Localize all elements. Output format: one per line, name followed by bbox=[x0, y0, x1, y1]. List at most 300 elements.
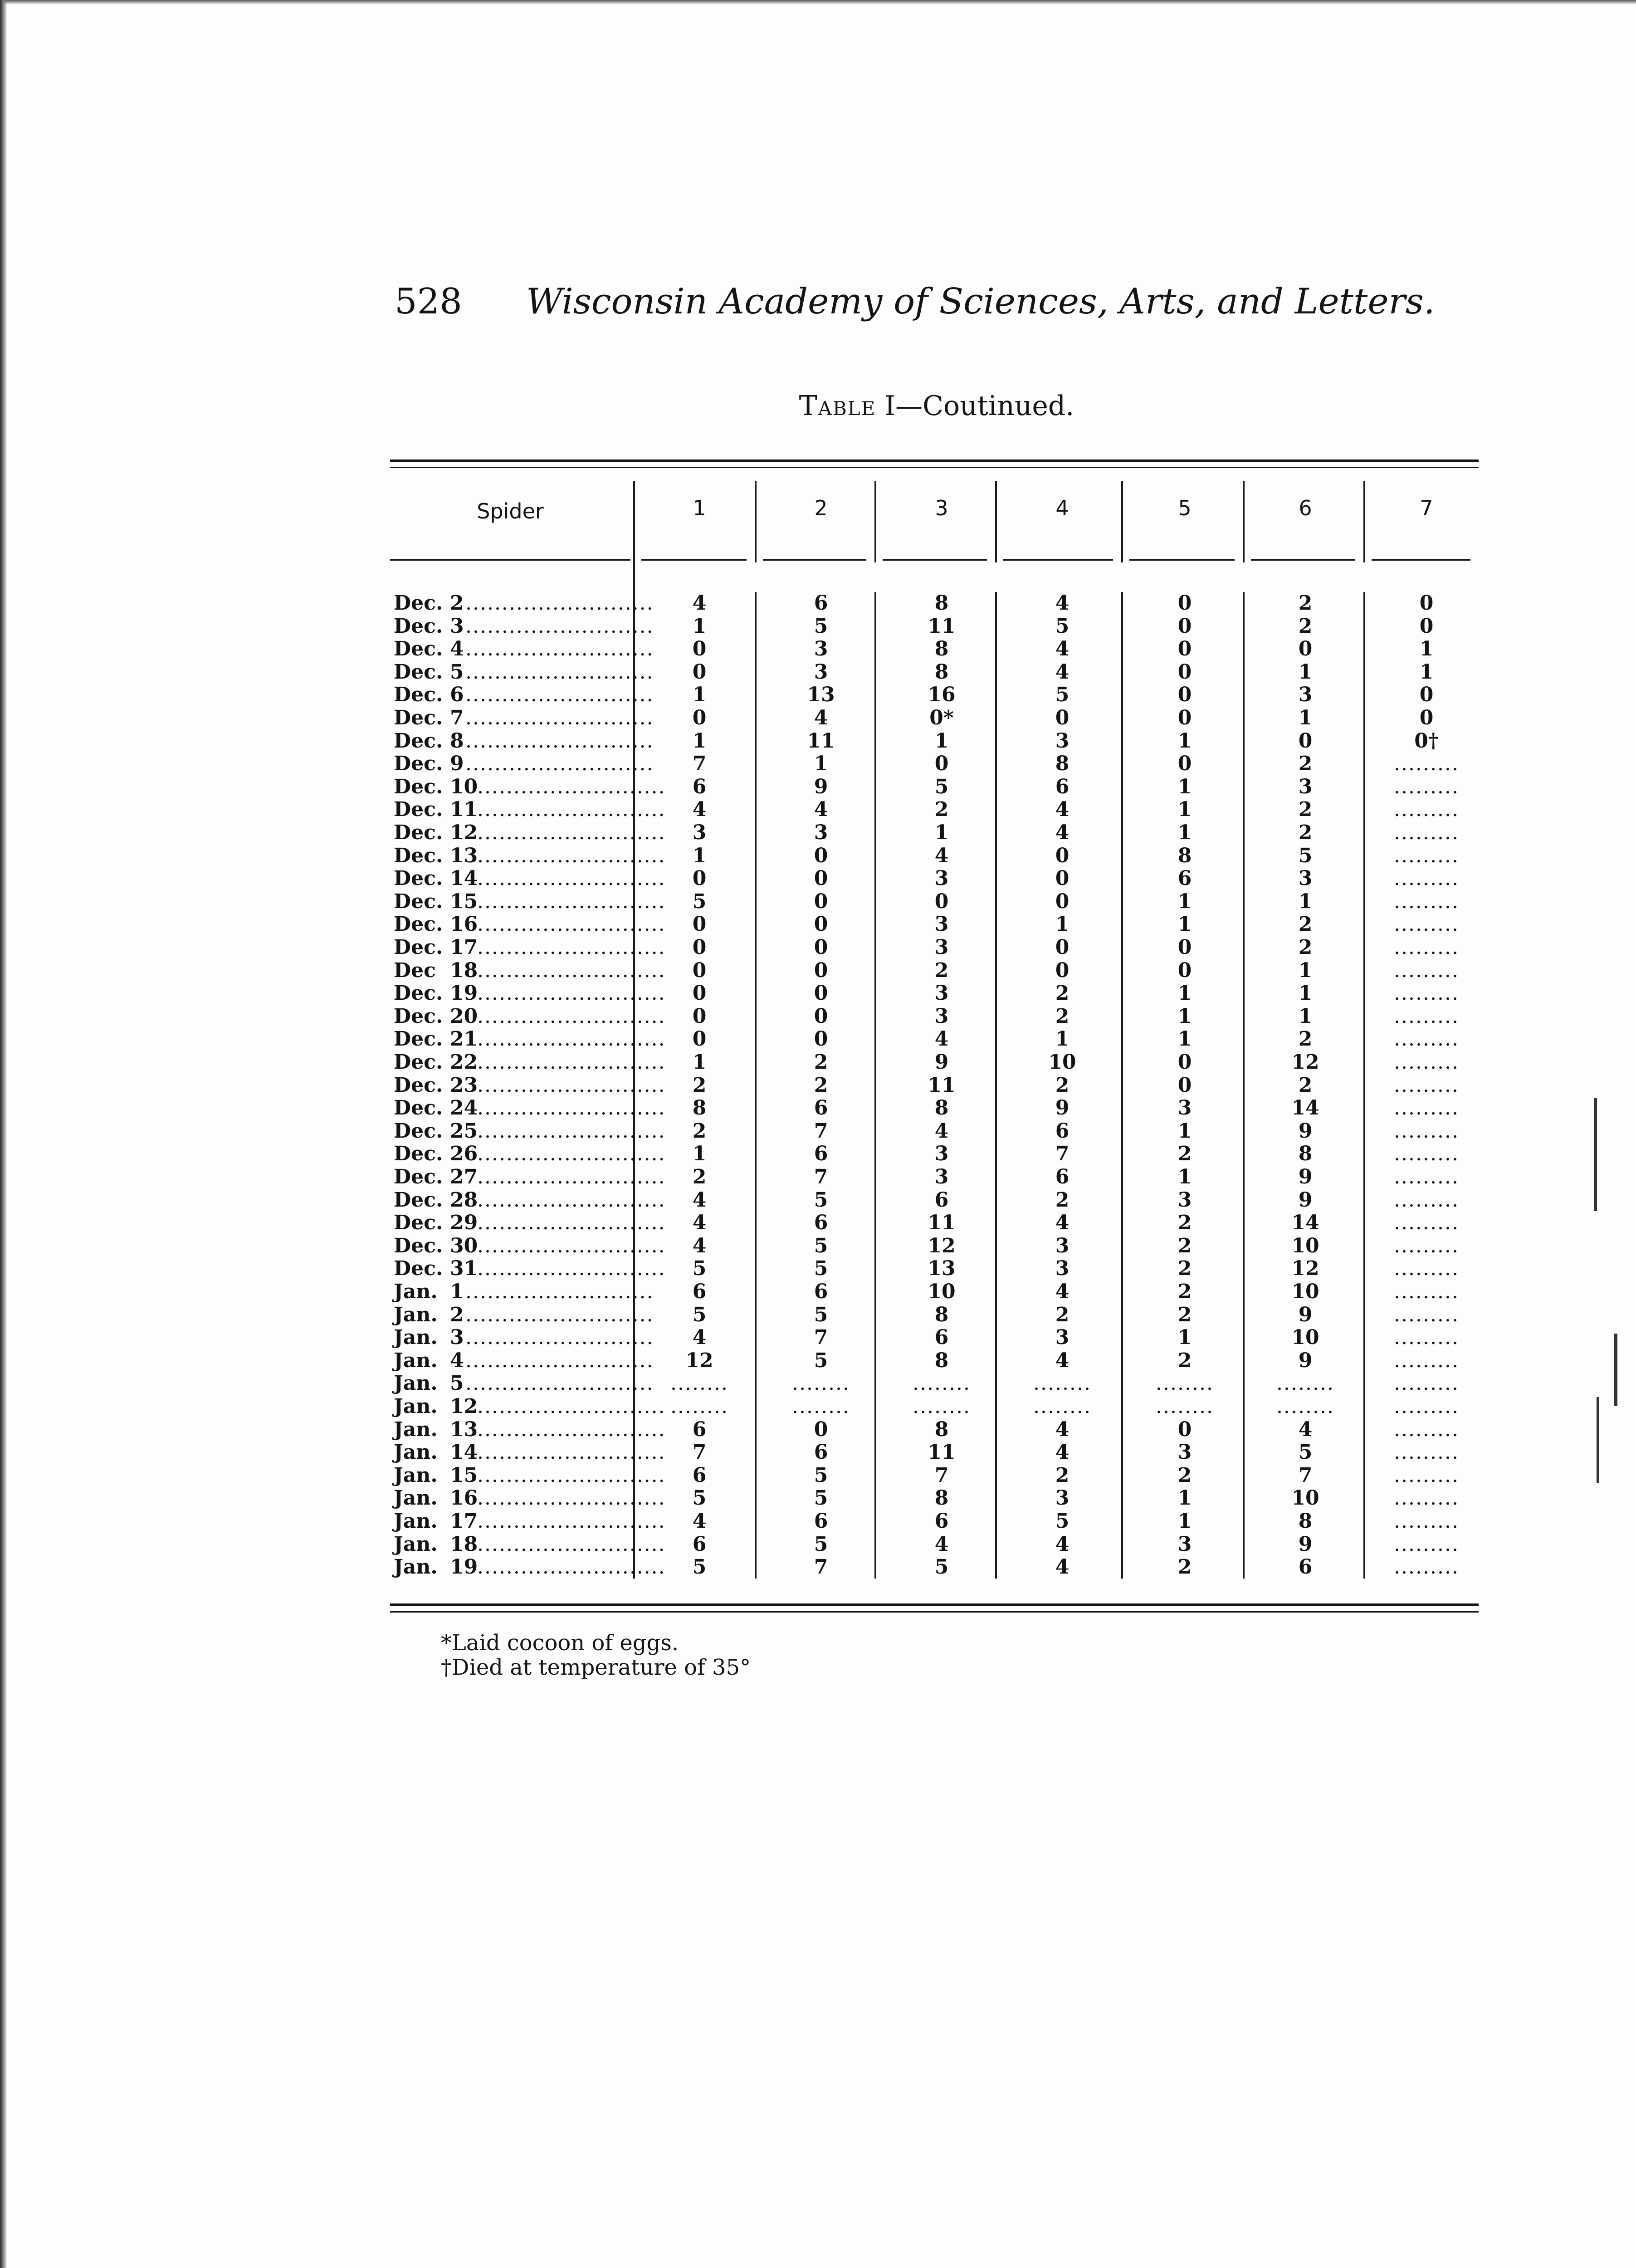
table-cell: 5 bbox=[1055, 614, 1070, 638]
table-cell: 4 bbox=[692, 1326, 707, 1349]
table-cell: 6 bbox=[934, 1188, 949, 1212]
table-cell: 0 bbox=[1419, 614, 1434, 638]
table-cell: 2 bbox=[1177, 1211, 1192, 1235]
leader-dots: .......................... bbox=[465, 1280, 654, 1303]
table-cell: 0 bbox=[692, 936, 707, 959]
table-cell: 0 bbox=[1298, 729, 1313, 753]
table-cell: 6 bbox=[814, 1510, 828, 1533]
table-cell: 1 bbox=[814, 752, 828, 776]
table-cell: 2 bbox=[934, 798, 949, 821]
table-cell: 2 bbox=[814, 1073, 828, 1097]
table-row bbox=[390, 684, 1479, 707]
table-cell: 3 bbox=[1298, 683, 1313, 707]
table-row bbox=[390, 1533, 1479, 1556]
leader-dots: .......................... bbox=[477, 1073, 666, 1097]
table-cell: ........ bbox=[1156, 1395, 1214, 1418]
page-number: 528 bbox=[395, 281, 462, 322]
table-cell: 5 bbox=[814, 1257, 828, 1281]
scan-left-edge bbox=[0, 0, 7, 2268]
table-row bbox=[390, 1028, 1479, 1051]
table-cell: 10 bbox=[1291, 1280, 1319, 1303]
table-cell: 8 bbox=[934, 1096, 949, 1120]
table-row bbox=[390, 1510, 1479, 1533]
row-day: 7 bbox=[450, 706, 464, 729]
table-cell: 0 bbox=[692, 637, 707, 661]
row-month: Dec. bbox=[394, 913, 443, 936]
journal-title: Wisconsin Academy of Sciences, Arts, and Letters. bbox=[526, 281, 1435, 322]
table-cell: ......... bbox=[1394, 1486, 1459, 1510]
row-month: Jan. bbox=[394, 1463, 438, 1487]
row-month: Dec. bbox=[394, 637, 443, 661]
row-day: 3 bbox=[450, 614, 464, 638]
table-cell: 3 bbox=[814, 821, 828, 844]
table-cell: 8 bbox=[1055, 752, 1070, 776]
table-row bbox=[390, 1097, 1479, 1120]
table-cell: 1 bbox=[1177, 1119, 1192, 1143]
table-row bbox=[390, 798, 1479, 821]
table-cell: 11 bbox=[807, 729, 835, 753]
table-cell: 4 bbox=[1298, 1418, 1313, 1441]
table-cell: ........ bbox=[1276, 1372, 1334, 1395]
table-bottom-rule-thin bbox=[390, 1611, 1479, 1613]
row-month: Dec. bbox=[394, 1165, 443, 1188]
table-cell: 8 bbox=[934, 660, 949, 684]
row-month: Dec. bbox=[394, 1234, 443, 1257]
column-divider bbox=[1243, 481, 1245, 562]
row-day: 12 bbox=[450, 1395, 478, 1418]
table-cell: 2 bbox=[1177, 1234, 1192, 1257]
table-cell: 0 bbox=[1298, 637, 1313, 661]
column-header-7: 7 bbox=[1420, 496, 1433, 520]
table-cell: 2 bbox=[1177, 1303, 1192, 1326]
leader-dots: .......................... bbox=[477, 1463, 666, 1487]
table-cell: ......... bbox=[1394, 1280, 1459, 1303]
table-row bbox=[390, 1257, 1479, 1281]
table-row bbox=[390, 845, 1479, 868]
table-cell: 6 bbox=[1055, 1119, 1070, 1143]
row-day: 20 bbox=[450, 1004, 478, 1028]
table-cell: 0 bbox=[814, 867, 828, 890]
table-row bbox=[390, 821, 1479, 845]
table-cell: 3 bbox=[934, 867, 949, 890]
table-cell: 1 bbox=[1298, 982, 1313, 1005]
row-day: 17 bbox=[450, 936, 478, 959]
table-row bbox=[390, 1487, 1479, 1510]
leader-dots: .......................... bbox=[477, 913, 666, 936]
table-cell: 2 bbox=[1298, 752, 1313, 776]
table-cell: 5 bbox=[692, 1257, 707, 1281]
table-cell: 4 bbox=[1055, 798, 1070, 821]
table-cell: 6 bbox=[814, 1280, 828, 1303]
leader-dots: .......................... bbox=[465, 683, 654, 707]
table-cell: 3 bbox=[1055, 1257, 1070, 1281]
table-cell: 1 bbox=[934, 821, 949, 844]
footnotes bbox=[441, 1631, 751, 1680]
table-cell: 4 bbox=[1055, 1532, 1070, 1556]
table-cell: 1 bbox=[1419, 637, 1434, 661]
table-cell: 0 bbox=[1177, 637, 1192, 661]
table-cell: 13 bbox=[807, 683, 835, 707]
table-cell: ......... bbox=[1394, 1555, 1459, 1579]
table-cell: 9 bbox=[1298, 1349, 1313, 1372]
table-cell: 2 bbox=[1177, 1142, 1192, 1166]
table-cell: 9 bbox=[814, 775, 828, 798]
column-header-2: 2 bbox=[814, 496, 828, 520]
leader-dots: .......................... bbox=[477, 1418, 666, 1441]
table-cell: 0* bbox=[929, 706, 954, 729]
table-cell: 6 bbox=[1055, 1165, 1070, 1188]
table-cell: 4 bbox=[1055, 637, 1070, 661]
leader-dots: .......................... bbox=[477, 890, 666, 913]
table-title-prefix: Table bbox=[799, 390, 876, 422]
table-cell: 3 bbox=[814, 660, 828, 684]
margin-mark bbox=[1597, 1397, 1599, 1483]
table-cell: 5 bbox=[814, 1486, 828, 1510]
table-cell: ........ bbox=[1033, 1372, 1091, 1395]
table-cell: 9 bbox=[1055, 1096, 1070, 1120]
header-segment-rule bbox=[1003, 559, 1113, 561]
table-cell: 0 bbox=[814, 890, 828, 913]
table-cell: 0 bbox=[1177, 958, 1192, 982]
leader-dots: .......................... bbox=[477, 1510, 666, 1533]
table-cell: 4 bbox=[1055, 1280, 1070, 1303]
table-cell: 1 bbox=[692, 844, 707, 867]
table-cell: 0 bbox=[1177, 614, 1192, 638]
table-row bbox=[390, 1372, 1479, 1395]
table-cell: ........ bbox=[670, 1395, 728, 1418]
table-cell: 0 bbox=[1177, 1051, 1192, 1074]
row-month: Jan. bbox=[394, 1303, 438, 1326]
table-cell: 6 bbox=[814, 591, 828, 615]
table-cell: 4 bbox=[934, 1532, 949, 1556]
table-row bbox=[390, 982, 1479, 1005]
row-day: 12 bbox=[450, 821, 478, 844]
table-cell: 1 bbox=[1177, 1326, 1192, 1349]
row-day: 17 bbox=[450, 1510, 478, 1533]
table-cell: ........ bbox=[1033, 1395, 1091, 1418]
table-cell: 3 bbox=[1177, 1532, 1192, 1556]
table-cell: 1 bbox=[1177, 890, 1192, 913]
table-row bbox=[390, 936, 1479, 959]
table-cell: 1 bbox=[1177, 1027, 1192, 1051]
row-month: Dec. bbox=[394, 890, 443, 913]
leader-dots: .......................... bbox=[477, 1027, 666, 1051]
row-month: Dec. bbox=[394, 1073, 443, 1097]
header-segment-rule bbox=[763, 559, 866, 561]
row-month: Dec. bbox=[394, 1119, 443, 1143]
table-cell: 5 bbox=[814, 1188, 828, 1212]
table-cell: 10 bbox=[1291, 1486, 1319, 1510]
table-cell: 14 bbox=[1291, 1211, 1319, 1235]
leader-dots: .......................... bbox=[465, 729, 654, 753]
row-month: Jan. bbox=[394, 1326, 438, 1349]
table-cell: 3 bbox=[1055, 1234, 1070, 1257]
table-cell: 9 bbox=[1298, 1188, 1313, 1212]
table-cell: ......... bbox=[1394, 890, 1459, 913]
table-cell: 0 bbox=[814, 913, 828, 936]
column-header-6: 6 bbox=[1299, 496, 1312, 520]
row-day: 1 bbox=[450, 1280, 464, 1303]
table-cell: 7 bbox=[1055, 1142, 1070, 1166]
table-cell: 2 bbox=[1055, 982, 1070, 1005]
table-cell: 5 bbox=[1298, 1441, 1313, 1464]
table-cell: 2 bbox=[814, 1051, 828, 1074]
leader-dots: .......................... bbox=[477, 936, 666, 959]
table-cell: 8 bbox=[1298, 1142, 1313, 1166]
table-cell: 2 bbox=[1298, 821, 1313, 844]
row-day: 28 bbox=[450, 1188, 478, 1212]
table-cell: 0 bbox=[1177, 591, 1192, 615]
leader-dots: .......................... bbox=[477, 821, 666, 844]
table-cell: ......... bbox=[1394, 913, 1459, 936]
table-cell: 5 bbox=[934, 1555, 949, 1579]
table-cell: 2 bbox=[1298, 614, 1313, 638]
table-cell: 9 bbox=[1298, 1165, 1313, 1188]
table-row bbox=[390, 1395, 1479, 1418]
footnote-eggs: *Laid cocoon of eggs. bbox=[441, 1630, 679, 1656]
row-month: Dec bbox=[394, 958, 436, 982]
table-cell: 16 bbox=[928, 683, 956, 707]
leader-dots: .......................... bbox=[477, 1004, 666, 1028]
table-cell: 4 bbox=[692, 591, 707, 615]
table-row bbox=[390, 1166, 1479, 1189]
row-month: Dec. bbox=[394, 798, 443, 821]
leader-dots: .......................... bbox=[477, 1051, 666, 1074]
leader-dots: .......................... bbox=[465, 1326, 654, 1349]
table-cell: 1 bbox=[1298, 890, 1313, 913]
column-header-3: 3 bbox=[935, 496, 948, 520]
row-month: Dec. bbox=[394, 660, 443, 684]
row-day: 14 bbox=[450, 1441, 478, 1464]
table-cell: 3 bbox=[814, 637, 828, 661]
table-cell: 0 bbox=[692, 660, 707, 684]
table-cell: 2 bbox=[1298, 1027, 1313, 1051]
table-cell: 2 bbox=[1298, 1073, 1313, 1097]
table-cell: 9 bbox=[934, 1051, 949, 1074]
table-cell: 5 bbox=[814, 1532, 828, 1556]
row-day: 13 bbox=[450, 1418, 478, 1441]
table-cell: 0† bbox=[1414, 729, 1439, 753]
table-cell: 4 bbox=[1055, 1418, 1070, 1441]
table-cell: 2 bbox=[1055, 1463, 1070, 1487]
row-month: Dec. bbox=[394, 1096, 443, 1120]
table-cell: 4 bbox=[692, 1211, 707, 1235]
row-day: 5 bbox=[450, 1372, 464, 1395]
table-cell: 1 bbox=[1177, 1486, 1192, 1510]
table-cell: 0 bbox=[692, 958, 707, 982]
table-cell: 11 bbox=[928, 614, 956, 638]
table-row bbox=[390, 592, 1479, 615]
table-cell: ........ bbox=[913, 1372, 971, 1395]
table-cell: 4 bbox=[692, 1234, 707, 1257]
table-cell: 6 bbox=[1177, 867, 1192, 890]
table-cell: 2 bbox=[692, 1073, 707, 1097]
leader-dots: .......................... bbox=[477, 1211, 666, 1235]
table-cell: 6 bbox=[814, 1142, 828, 1166]
table-cell: 2 bbox=[1298, 913, 1313, 936]
row-day: 8 bbox=[450, 729, 464, 753]
row-month: Dec. bbox=[394, 1257, 443, 1281]
table-cell: ......... bbox=[1394, 1142, 1459, 1166]
column-divider bbox=[874, 481, 876, 562]
table-cell: 3 bbox=[934, 936, 949, 959]
table-top-rule-thin bbox=[390, 467, 1479, 468]
leader-dots: .......................... bbox=[465, 637, 654, 661]
row-day: 25 bbox=[450, 1119, 478, 1143]
column-header-5: 5 bbox=[1178, 496, 1192, 520]
table-cell: ......... bbox=[1394, 1372, 1459, 1395]
table-cell: 1 bbox=[1055, 913, 1070, 936]
leader-dots: .......................... bbox=[465, 1349, 654, 1372]
table-cell: 8 bbox=[1298, 1510, 1313, 1533]
table-cell: 3 bbox=[934, 1004, 949, 1028]
table-cell: ......... bbox=[1394, 844, 1459, 867]
table-cell: 4 bbox=[1055, 660, 1070, 684]
table-row bbox=[390, 867, 1479, 890]
margin-mark bbox=[1614, 1334, 1617, 1406]
table-cell: 4 bbox=[814, 798, 828, 821]
table-cell: 10 bbox=[928, 1280, 956, 1303]
table-cell: 8 bbox=[934, 591, 949, 615]
leader-dots: .......................... bbox=[477, 1142, 666, 1166]
table-cell: 1 bbox=[1298, 1004, 1313, 1028]
table-cell: 4 bbox=[1055, 1211, 1070, 1235]
table-cell: 3 bbox=[692, 821, 707, 844]
table-cell: ......... bbox=[1394, 1418, 1459, 1441]
table-cell: 3 bbox=[1298, 867, 1313, 890]
leader-dots: .......................... bbox=[477, 982, 666, 1005]
table-cell: 2 bbox=[692, 1119, 707, 1143]
table-row bbox=[390, 890, 1479, 914]
leader-dots: .......................... bbox=[465, 1372, 654, 1395]
table-cell: ......... bbox=[1394, 1257, 1459, 1281]
table-row bbox=[390, 1304, 1479, 1327]
table-cell: ......... bbox=[1394, 1027, 1459, 1051]
table-cell: ......... bbox=[1394, 1532, 1459, 1556]
table-cell: 1 bbox=[1298, 660, 1313, 684]
table-cell: 0 bbox=[1177, 1073, 1192, 1097]
table-cell: 8 bbox=[934, 1486, 949, 1510]
table-row bbox=[390, 1464, 1479, 1487]
table-cell: 8 bbox=[934, 1303, 949, 1326]
table-cell: ......... bbox=[1394, 752, 1459, 776]
row-month: Dec. bbox=[394, 867, 443, 890]
leader-dots: .......................... bbox=[465, 706, 654, 729]
row-day: 3 bbox=[450, 1326, 464, 1349]
table-cell: ......... bbox=[1394, 982, 1459, 1005]
header-segment-rule bbox=[883, 559, 987, 561]
table-cell: 10 bbox=[1291, 1326, 1319, 1349]
row-day: 19 bbox=[450, 1555, 478, 1579]
row-day: 22 bbox=[450, 1051, 478, 1074]
table-cell: 0 bbox=[1419, 683, 1434, 707]
row-month: Jan. bbox=[394, 1532, 438, 1556]
table-cell: 7 bbox=[814, 1165, 828, 1188]
table-cell: 5 bbox=[814, 1234, 828, 1257]
table-cell: 2 bbox=[692, 1165, 707, 1188]
table-cell: 1 bbox=[692, 614, 707, 638]
margin-mark bbox=[1594, 1098, 1597, 1211]
leader-dots: .......................... bbox=[477, 1486, 666, 1510]
table-cell: 3 bbox=[1055, 1326, 1070, 1349]
table-cell: 0 bbox=[1055, 706, 1070, 729]
table-cell: 7 bbox=[692, 1441, 707, 1464]
header-segment-rule bbox=[1129, 559, 1235, 561]
table-cell: 7 bbox=[814, 1555, 828, 1579]
table-cell: 8 bbox=[934, 1349, 949, 1372]
leader-dots: .......................... bbox=[477, 1532, 666, 1556]
table-cell: ........ bbox=[670, 1372, 728, 1395]
footnote-died: †Died at temperature of 35° bbox=[441, 1655, 751, 1680]
row-day: 16 bbox=[450, 913, 478, 936]
table-cell: 9 bbox=[1298, 1532, 1313, 1556]
leader-dots: .......................... bbox=[477, 1119, 666, 1143]
table-cell: 11 bbox=[928, 1211, 956, 1235]
table-cell: ......... bbox=[1394, 1096, 1459, 1120]
table-row bbox=[390, 1326, 1479, 1349]
table-cell: ......... bbox=[1394, 798, 1459, 821]
table-cell: ........ bbox=[1156, 1372, 1214, 1395]
row-month: Jan. bbox=[394, 1441, 438, 1464]
row-month: Jan. bbox=[394, 1510, 438, 1533]
table-row bbox=[390, 1418, 1479, 1442]
table-row bbox=[390, 959, 1479, 982]
row-day: 2 bbox=[450, 1303, 464, 1326]
table-cell: 1 bbox=[1177, 798, 1192, 821]
table-cell: 1 bbox=[1298, 958, 1313, 982]
table-cell: 7 bbox=[934, 1463, 949, 1487]
table-row bbox=[390, 1120, 1479, 1143]
table-cell: ......... bbox=[1394, 1303, 1459, 1326]
table-cell: 5 bbox=[692, 1555, 707, 1579]
table-cell: 3 bbox=[1055, 729, 1070, 753]
table-cell: ......... bbox=[1394, 1051, 1459, 1074]
row-day: 31 bbox=[450, 1257, 478, 1281]
table-cell: 8 bbox=[934, 637, 949, 661]
table-cell: 5 bbox=[814, 1463, 828, 1487]
table-cell: 1 bbox=[1177, 775, 1192, 798]
leader-dots: .......................... bbox=[477, 1395, 666, 1418]
leader-dots: .......................... bbox=[465, 660, 654, 684]
table-cell: ......... bbox=[1394, 1326, 1459, 1349]
scan-top-edge bbox=[0, 0, 1636, 5]
table-cell: 0 bbox=[934, 890, 949, 913]
table-row bbox=[390, 1051, 1479, 1074]
table-cell: ......... bbox=[1394, 775, 1459, 798]
table-cell: 0 bbox=[1055, 936, 1070, 959]
table-cell: 0 bbox=[814, 958, 828, 982]
table-cell: 11 bbox=[928, 1073, 956, 1097]
table-cell: 12 bbox=[1291, 1051, 1319, 1074]
leader-dots: .......................... bbox=[477, 1165, 666, 1188]
row-month: Jan. bbox=[394, 1349, 438, 1372]
row-day: 15 bbox=[450, 1463, 478, 1487]
table-bottom-rule bbox=[390, 1603, 1479, 1606]
table-row bbox=[390, 1212, 1479, 1235]
table-cell: 2 bbox=[1298, 936, 1313, 959]
table-row bbox=[390, 1189, 1479, 1212]
table-cell: 1 bbox=[692, 1051, 707, 1074]
table-cell: 0 bbox=[1177, 936, 1192, 959]
row-day: 21 bbox=[450, 1027, 478, 1051]
table-cell: 1 bbox=[1177, 1510, 1192, 1533]
leader-dots: .......................... bbox=[477, 1257, 666, 1281]
table-cell: 2 bbox=[1055, 1004, 1070, 1028]
table-row bbox=[390, 1556, 1479, 1579]
table-cell: 5 bbox=[692, 1486, 707, 1510]
table-cell: 2 bbox=[1177, 1257, 1192, 1281]
row-day: 14 bbox=[450, 867, 478, 890]
